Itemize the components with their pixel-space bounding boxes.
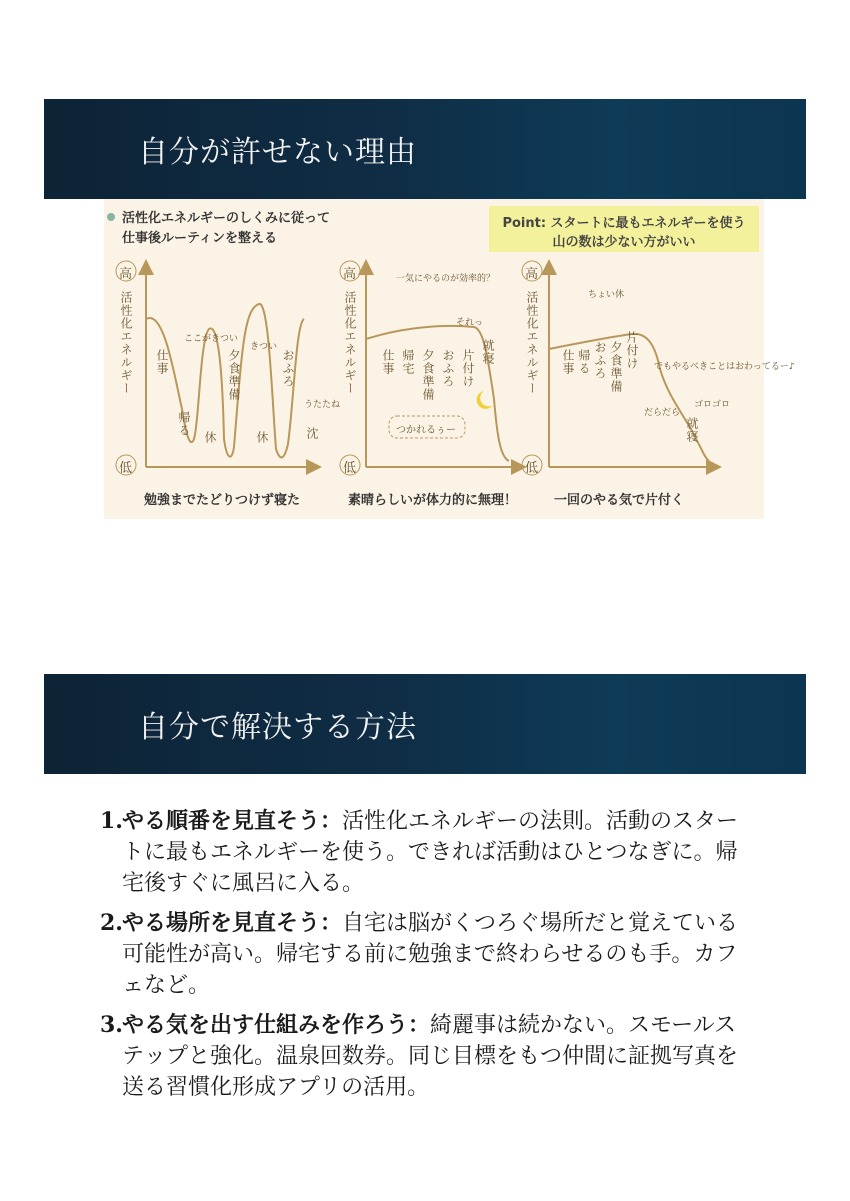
panel-3-label: 就寝 [685,417,699,443]
panel-2-label: 帰宅 [401,349,415,375]
panel-3-axis-low: 低 [525,461,539,476]
panel-1-label: 沈 [305,427,319,440]
panel-2-label: 夕食準備 [421,349,435,401]
section-title-2: 自分で解決する方法 [138,710,417,745]
intro-line-1: 活性化エネルギーのしくみに従って [122,211,331,226]
panel-3-note: ちょい休 [588,290,625,300]
panel-1-label: 仕事 [155,349,169,375]
panel-2-note: それっ [456,318,484,328]
panel-1-note: ここがきつい [184,334,239,344]
solution-heading: やる順番を見直そう： [122,808,343,834]
panel-1-note: うたたね [304,400,341,410]
solution-body: 活性化エネルギーの法則。活動のスタートに最もエネルギーを使う。できれば活動はひとつなぎに。帰宅後すぐに風呂に入る。 [122,809,739,896]
panel-2-label: 就寝 [481,339,495,365]
solution-body: 綺麗事は続かない。スモールステップと強化。温泉回数券。同じ目標をもつ仲間に証拠写真を送る習慣化形成アプリの活用。 [122,1013,739,1100]
panel-1-note: きつい [250,342,278,352]
solution-number: 3. [100,1012,123,1038]
solution-body: 自宅は脳がくつろぐ場所だと覚えている可能性が高い。帰宅する前に勉強まで終わらせるのも手。カフェなど。 [122,911,739,998]
panel-3-note: ゴロゴロ [694,400,731,410]
solution-heading: やる気を出す仕組みを作ろう： [122,1012,431,1038]
panel-2-caption: 素晴らしいが体力的に無理！ [348,493,518,508]
solution-item [100,806,750,899]
panel-2-label: 片付け [461,349,475,388]
panel-1-axis-label: 活性化エネルギー [119,291,133,395]
panel-2-axis-low: 低 [343,461,357,476]
point-line-1: Point: スタートに最もエネルギーを使う [502,216,746,231]
panel-2-label: 仕事 [381,349,395,375]
panel-2-axis-label: 活性化エネルギー [343,291,357,395]
panel-1-axis-high: 高 [119,267,133,282]
section-banner-2 [44,674,806,774]
panel-3-axis-label: 活性化エネルギー [525,291,539,395]
intro-line-2: 仕事後ルーティンを整える [122,231,277,246]
solution-heading: やる場所を見直そう： [122,910,343,936]
panel-2-label: おふろ [441,349,455,388]
panel-1-label: 休 [255,431,269,444]
panel-2-axis-high: 高 [343,267,357,282]
panel-3-label: 帰る [577,349,591,375]
panel-3-label: 仕事 [561,349,575,375]
section-banner-1 [44,99,806,199]
panel-2-note: つかれるぅー [396,425,456,436]
panel-1-label: 帰る [177,411,191,437]
panel-3-caption: 一回のやる気で片付く [554,493,685,508]
panel-1-axis-low: 低 [119,461,133,476]
panel-3-label: おふろ [593,341,607,380]
panel-3-axis-high: 高 [525,267,539,282]
point-line-2: 山の数は少ない方がいい [552,235,696,250]
panel-3-note: だらだら [644,408,681,418]
solution-number: 1. [100,808,123,834]
panel-1-label: 休 [203,431,217,444]
energy-illustration [104,199,795,519]
panel-3-note: でもやるべきことはおわってるー♪ [654,362,795,372]
panel-3-label: 片付け [625,331,639,370]
solution-list [100,806,750,1112]
panel-2-note: 一気にやるのが効率的？ [396,274,496,284]
panel-3-label: 夕食準備 [609,341,623,393]
solution-number: 2. [100,910,123,936]
panel-1-label: 夕食準備 [227,349,241,401]
solution-item [100,1010,750,1103]
panel-1-caption: 勉強までたどりつけず寝た [144,493,301,508]
solution-item [100,908,750,1001]
section-title-1: 自分が許せない理由 [138,135,417,170]
panel-1-label: おふろ [281,349,295,388]
